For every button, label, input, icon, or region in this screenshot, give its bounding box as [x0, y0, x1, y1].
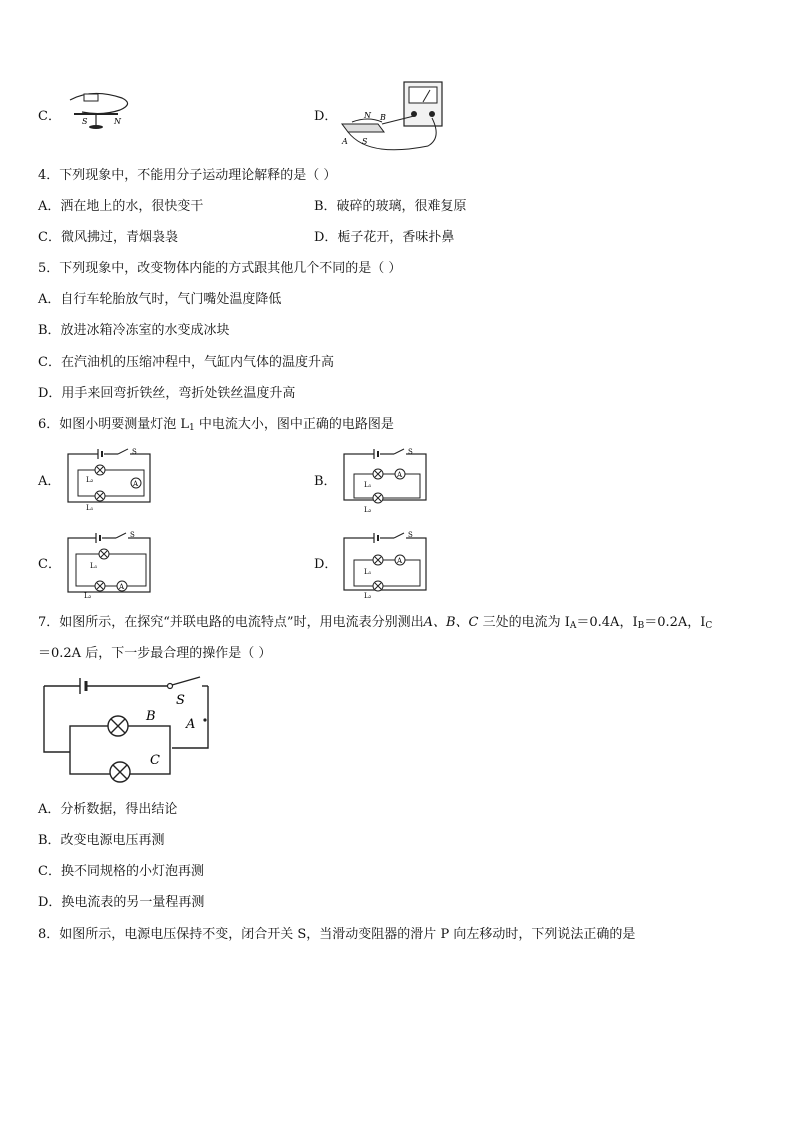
- q5-stem: 5．下列现象中，改变物体内能的方式跟其他几个不同的是（ ）: [38, 261, 402, 276]
- q8-stem: 8．如图所示，电源电压保持不变，闭合开关 S，当滑动变阻器的滑片 P 向左移动时，下列说法正确的是: [38, 927, 636, 942]
- q6-option-b-circuit: [336, 446, 432, 516]
- q6-option-c-label[interactable]: C．: [38, 557, 61, 572]
- q6a-ammeter: A: [133, 480, 139, 488]
- q7-option-c[interactable]: C．换不同规格的小灯泡再测: [38, 864, 204, 879]
- q6-option-a-circuit: [60, 446, 156, 516]
- q6c-ammeter: A: [119, 583, 125, 591]
- q6c-l1: L₁: [90, 562, 98, 570]
- q3-option-d-label[interactable]: D．: [314, 109, 338, 124]
- q6c-l2: L₂: [84, 592, 92, 598]
- q4-option-c[interactable]: C．微风拂过，青烟袅袅: [38, 230, 178, 245]
- q5-option-b[interactable]: B．放进冰箱冷冻室的水变成冰块: [38, 323, 230, 338]
- q5-option-a[interactable]: A．自行车轮胎放气时，气门嘴处温度降低: [38, 292, 282, 307]
- q7-switch-label: S: [176, 693, 185, 708]
- q3d-b-label: B: [380, 113, 386, 122]
- q5-option-c[interactable]: C．在汽油机的压缩冲程中，气缸内气体的温度升高: [38, 355, 334, 370]
- q7-point-a: A: [186, 717, 196, 732]
- q6b-s-label: S: [408, 448, 413, 456]
- q6-option-d-circuit: [336, 528, 432, 598]
- q7-option-d[interactable]: D．换电流表的另一量程再测: [38, 895, 205, 910]
- q7-point-c: C: [150, 753, 160, 768]
- q6b-l2: L₂: [364, 506, 372, 514]
- q7-option-a[interactable]: A．分析数据，得出结论: [38, 802, 178, 817]
- q6-option-b-label[interactable]: B．: [314, 474, 337, 489]
- q6a-l2: L₂: [86, 476, 94, 484]
- q6b-ammeter: A: [397, 471, 403, 479]
- q6-option-a-label[interactable]: A．: [38, 474, 61, 489]
- q3-option-c-figure: [62, 86, 134, 130]
- q6a-l1: L₁: [86, 504, 94, 512]
- q6-stem: 6．如图小明要测量灯泡 $L_1$ 中电流大小，图中正确的电路图是: [38, 417, 394, 433]
- q6d-ammeter: A: [397, 557, 403, 565]
- q3c-n-label: N: [114, 117, 121, 126]
- q6b-l1: L₁: [364, 481, 372, 489]
- q6d-l2: L₂: [364, 592, 372, 598]
- q7-circuit-diagram: [36, 672, 216, 784]
- q6-option-d-label[interactable]: D．: [314, 557, 338, 572]
- q7-stem-line1: 7．如图所示，在探究“并联电路的电流特点”时，用电流表分别测出A、B、C 三处的电流为 $I_A=0.4A$，$I_B=0.2A$，$I_C$: [38, 615, 713, 631]
- q3c-s-label: S: [82, 117, 88, 126]
- q6c-s-label: S: [130, 531, 135, 539]
- q6d-l1: L₁: [364, 568, 372, 576]
- q3d-n-label: N: [364, 111, 371, 120]
- q7-option-b[interactable]: B．改变电源电压再测: [38, 833, 165, 848]
- q7-stem-line2: ＝0.2A 后，下一步最合理的操作是（ ）: [38, 646, 272, 661]
- q3d-s-label: S: [362, 137, 368, 146]
- q3-option-c-label[interactable]: C．: [38, 109, 61, 124]
- q4-stem: 4．下列现象中，不能用分子运动理论解释的是（ ）: [38, 168, 337, 183]
- q4-option-b[interactable]: B．破碎的玻璃，很难复原: [314, 199, 467, 214]
- q7-point-b: B: [146, 709, 156, 724]
- q3d-a-label: A: [342, 137, 348, 146]
- q4-option-d[interactable]: D．栀子花开，香味扑鼻: [314, 230, 455, 245]
- q6-option-c-circuit: [60, 528, 156, 598]
- q5-option-d[interactable]: D．用手来回弯折铁丝，弯折处铁丝温度升高: [38, 386, 296, 401]
- q4-option-a[interactable]: A．洒在地上的水，很快变干: [38, 199, 204, 214]
- q3-option-d-figure: [338, 80, 446, 158]
- q6d-s-label: S: [408, 531, 413, 539]
- q6a-s-label: S: [132, 448, 137, 456]
